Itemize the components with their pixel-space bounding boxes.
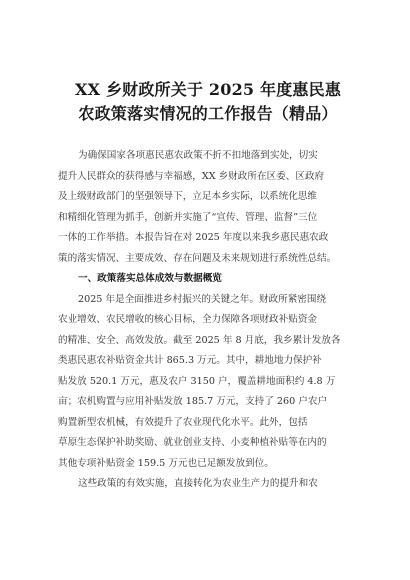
text-line: 2025 年是全面推进乡村振兴的关键之年。财政所紧密围绕 xyxy=(78,293,327,305)
text-line: 农业增效、农民增收的核心目标，全力保障各项财政补贴资金 xyxy=(58,314,318,325)
text-line: 贴发放 520.1 万元，惠及农户 3150 户，覆盖耕地面积约 4.8 万 xyxy=(58,375,336,387)
title-line-1: XX 乡财政所关于 2025 年度惠民惠 xyxy=(74,80,342,99)
text-line: 为确保国家各项惠民惠农政策不折不扣地落到实处，切实 xyxy=(78,150,318,161)
section-heading: 一、政策落实总体成效与数据概览 xyxy=(78,273,222,284)
section-1-tail-paragraph xyxy=(58,474,358,495)
text-line: 购置新型农机械，有效提升了农业现代化水平。此外，包括 xyxy=(58,416,308,428)
text-line: 及上级财政部门的坚强领导下，立足本乡实际，以系统化思维 xyxy=(58,191,318,202)
text-line: 这些政策的有效实施，直接转化为农业生产力的提升和农 xyxy=(78,478,318,489)
text-line: 一体的工作举措。本报告旨在对 2025 年度以来我乡惠民惠农政 xyxy=(58,232,329,243)
text-line: 和精细化管理为抓手，创新并实施了“宣传、管理、监督”三位 xyxy=(58,211,318,223)
text-line: 草原生态保护补助奖励、就业创业支持、小麦种植补贴等在内的 xyxy=(58,437,327,448)
title-line-2: 农政策落实情况的工作报告（精品） xyxy=(78,104,338,123)
text-line: 的精准、安全、高效发放。截至 2025 年 8 月底，我乡累计发放各 xyxy=(58,334,341,346)
text-line: 策的落实情况、主要成效、存在问题及未来规划进行系统性总结。 xyxy=(58,252,337,264)
section-1-heading-block xyxy=(58,269,358,290)
intro-paragraph xyxy=(58,146,358,269)
text-line: 类惠民惠农补贴资金共计 865.3 万元。其中，耕地地力保护补 xyxy=(58,355,322,366)
text-line: 亩；农机购置与应用补贴发放 185.7 万元，支持了 260 户农户 xyxy=(58,396,328,407)
section-1-paragraph xyxy=(58,290,358,475)
text-line: 其他专项补贴资金 159.5 万元也已足额发放到位。 xyxy=(58,457,274,469)
document-title xyxy=(58,78,358,126)
text-line: 提升人民群众的获得感与幸福感，XX 乡财政所在区委、区政府 xyxy=(58,170,325,182)
document-body xyxy=(58,146,358,495)
